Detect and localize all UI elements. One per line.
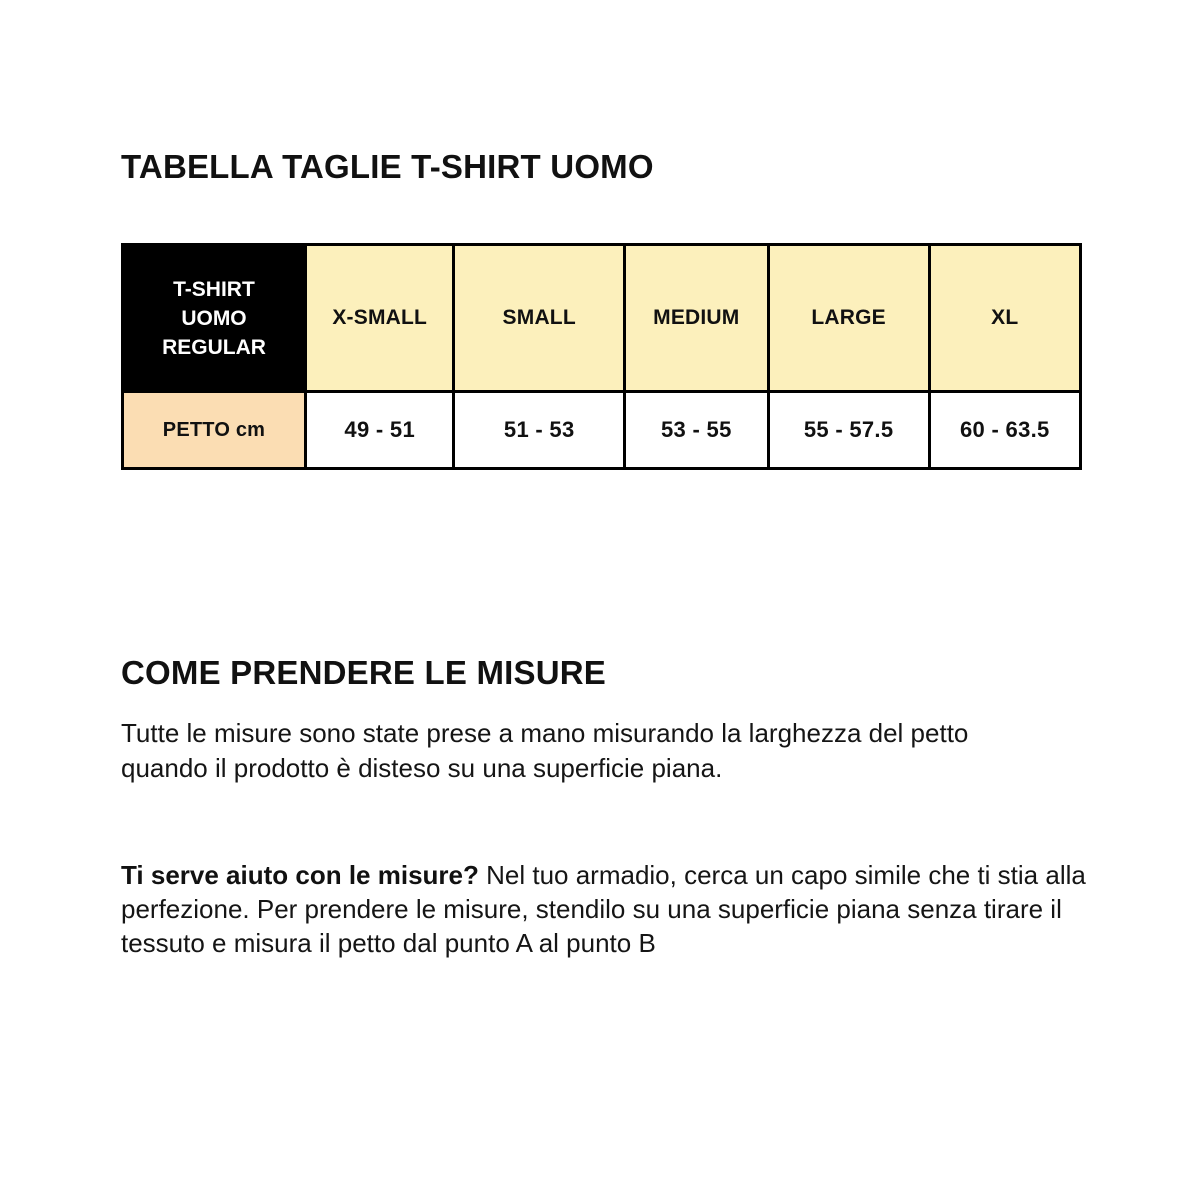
chest-value-medium: 53 - 55 xyxy=(624,392,768,469)
size-header-medium: MEDIUM xyxy=(624,245,768,392)
measure-section-heading: COME PRENDERE LE MISURE xyxy=(121,654,606,691)
measure-help-text: Nel tuo armadio, cerca un capo simile che ti stia alla perfezione. Per prendere le misure, stendilo su una superficie piana senza tirare il tessuto e misura il petto dal punto A al punto B xyxy=(121,860,1086,958)
chest-measure-row xyxy=(123,392,1081,469)
size-header-xl: XL xyxy=(929,245,1080,392)
chest-value-xsmall: 49 - 51 xyxy=(305,392,453,469)
table-corner-label: T-SHIRT UOMO REGULAR xyxy=(162,277,266,359)
row-label-petto: PETTO cm xyxy=(123,392,306,469)
chest-value-xl: 60 - 63.5 xyxy=(929,392,1080,469)
table-corner-cell xyxy=(123,245,306,392)
chest-value-large: 55 - 57.5 xyxy=(768,392,929,469)
page-title: TABELLA TAGLIE T-SHIRT UOMO xyxy=(121,148,654,185)
measure-help-lead: Ti serve aiuto con le misure? xyxy=(121,860,479,890)
size-header-xsmall: X-SMALL xyxy=(305,245,453,392)
measure-intro-paragraph: Tutte le misure sono state prese a mano misurando la larghezza del petto quando il prodotto è disteso su una superficie piana. xyxy=(121,718,969,783)
size-table xyxy=(121,243,1082,470)
size-header-small: SMALL xyxy=(454,245,625,392)
measure-help-paragraph xyxy=(121,858,1086,960)
size-header-large: LARGE xyxy=(768,245,929,392)
chest-value-small: 51 - 53 xyxy=(454,392,625,469)
size-table-header-row xyxy=(123,245,1081,392)
